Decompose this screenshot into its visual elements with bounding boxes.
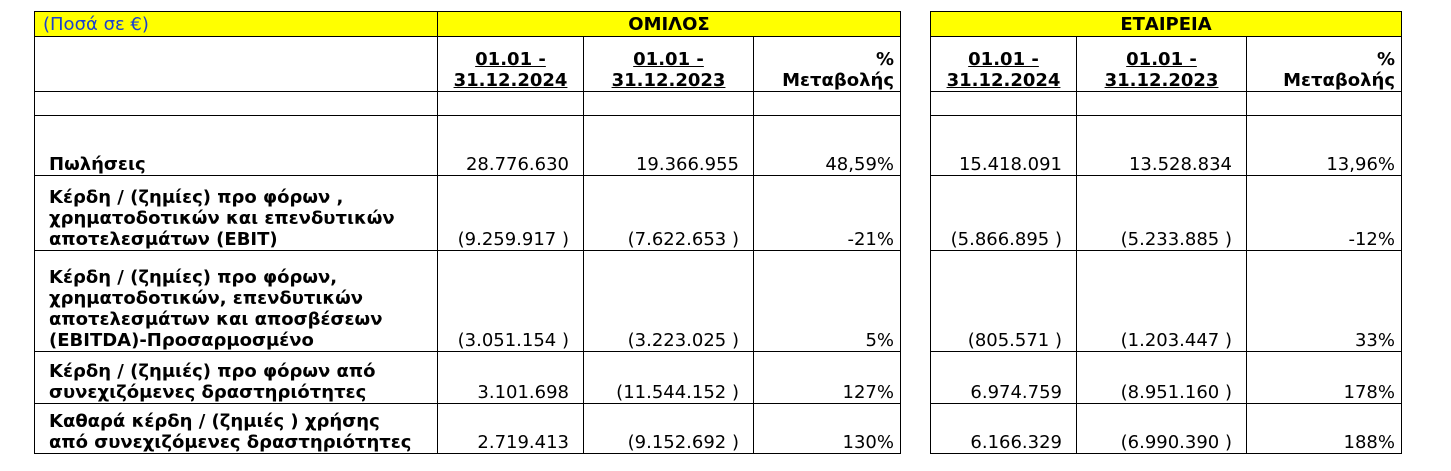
company-value-2024: 15.418.091 xyxy=(931,116,1077,176)
table-body xyxy=(35,116,1402,454)
group-value-2023: 19.366.955 xyxy=(584,116,754,176)
row-label-line: χρηματοδοτικών, επενδυτικών xyxy=(49,288,364,309)
row-label-line: Πωλήσεις xyxy=(49,154,146,175)
group-value-2023: (9.152.692 ) xyxy=(584,404,754,454)
change-percent-sign: % xyxy=(875,49,894,70)
company-value-2024: 6.166.329 xyxy=(931,404,1077,454)
label-column-header xyxy=(35,37,438,92)
row-label-line: από συνεχιζόμενες δραστηριότητες xyxy=(49,432,412,453)
group-value-2024: 28.776.630 xyxy=(438,116,584,176)
company-header: ΕΤΑΙΡΕΙΑ xyxy=(931,12,1402,37)
period-2023-end: 31.12.2023 xyxy=(1104,70,1219,91)
group-value-2024: 2.719.413 xyxy=(438,404,584,454)
company-change-percent: 33% xyxy=(1247,251,1402,352)
table-row xyxy=(35,176,1402,251)
row-label xyxy=(35,176,438,251)
group-value-2023: (3.223.025 ) xyxy=(584,251,754,352)
group-value-2024: 3.101.698 xyxy=(438,352,584,404)
company-value-2023: 13.528.834 xyxy=(1077,116,1247,176)
change-percent-sign: % xyxy=(1376,49,1395,70)
period-2024-start: 01.01 - xyxy=(968,49,1039,70)
row-label-line: συνεχιζόμενες δραστηριότητες xyxy=(49,382,367,403)
period-2024-end: 31.12.2024 xyxy=(453,70,568,91)
company-change-percent: 13,96% xyxy=(1247,116,1402,176)
row-label-line: Κέρδη / (ζημιές) προ φόρων από xyxy=(49,361,376,382)
period-2023-start: 01.01 - xyxy=(633,49,704,70)
change-label: Μεταβολής xyxy=(1283,70,1395,91)
group-change-percent: 127% xyxy=(754,352,901,404)
spacer-row xyxy=(35,92,1402,116)
company-value-2024: 6.974.759 xyxy=(931,352,1077,404)
row-label-line: Καθαρά κέρδη / (ζημιές ) χρήσης xyxy=(49,411,380,432)
group-value-2023: (7.622.653 ) xyxy=(584,176,754,251)
company-value-2023: (5.233.885 ) xyxy=(1077,176,1247,251)
change-label: Μεταβολής xyxy=(782,70,894,91)
row-label xyxy=(35,251,438,352)
company-period-2024 xyxy=(931,37,1077,92)
group-value-2024: (9.259.917 ) xyxy=(438,176,584,251)
row-label xyxy=(35,352,438,404)
table-row xyxy=(35,404,1402,454)
group-header: ΟΜΙΛΟΣ xyxy=(438,12,901,37)
amount-unit-note: (Ποσά σε €) xyxy=(35,12,438,37)
period-2024-end: 31.12.2024 xyxy=(946,70,1061,91)
group-change-percent: -21% xyxy=(754,176,901,251)
company-change-percent: 188% xyxy=(1247,404,1402,454)
company-change-percent: -12% xyxy=(1247,176,1402,251)
company-value-2024: (5.866.895 ) xyxy=(931,176,1077,251)
period-2024-start: 01.01 - xyxy=(475,49,546,70)
column-gap xyxy=(901,116,931,176)
column-gap xyxy=(901,176,931,251)
group-value-2024: (3.051.154 ) xyxy=(438,251,584,352)
company-value-2023: (6.990.390 ) xyxy=(1077,404,1247,454)
group-value-2023: (11.544.152 ) xyxy=(584,352,754,404)
table-row xyxy=(35,352,1402,404)
column-gap xyxy=(901,37,931,92)
company-value-2023: (8.951.160 ) xyxy=(1077,352,1247,404)
row-label xyxy=(35,116,438,176)
row-label-line: Κέρδη / (ζημίες) προ φόρων , xyxy=(49,187,344,208)
row-label-line: (EBITDA)-Προσαρμοσμένο xyxy=(49,330,314,351)
row-label xyxy=(35,404,438,454)
row-label-line: χρηματοδοτικών και επενδυτικών xyxy=(49,208,395,229)
table-row xyxy=(35,116,1402,176)
column-gap xyxy=(901,352,931,404)
column-gap xyxy=(901,12,931,37)
row-label-line: Κέρδη / (ζημίες) προ φόρων, xyxy=(49,267,338,288)
group-change-percent: 5% xyxy=(754,251,901,352)
group-period-2024 xyxy=(438,37,584,92)
title-row xyxy=(35,12,1402,37)
company-change-header xyxy=(1247,37,1402,92)
row-label-line: αποτελεσμάτων και αποσβέσεων xyxy=(49,309,383,330)
company-period-2023 xyxy=(1077,37,1247,92)
group-change-header xyxy=(754,37,901,92)
company-value-2024: (805.571 ) xyxy=(931,251,1077,352)
column-gap xyxy=(901,251,931,352)
column-gap xyxy=(901,404,931,454)
period-2023-start: 01.01 - xyxy=(1126,49,1197,70)
company-change-percent: 178% xyxy=(1247,352,1402,404)
period-2023-end: 31.12.2023 xyxy=(611,70,726,91)
table-row xyxy=(35,251,1402,352)
period-header-row xyxy=(35,37,1402,92)
company-value-2023: (1.203.447 ) xyxy=(1077,251,1247,352)
group-change-percent: 130% xyxy=(754,404,901,454)
financial-results-table xyxy=(34,11,1402,454)
group-period-2023 xyxy=(584,37,754,92)
row-label-line: αποτελεσμάτων (EBIT) xyxy=(49,229,278,250)
group-change-percent: 48,59% xyxy=(754,116,901,176)
